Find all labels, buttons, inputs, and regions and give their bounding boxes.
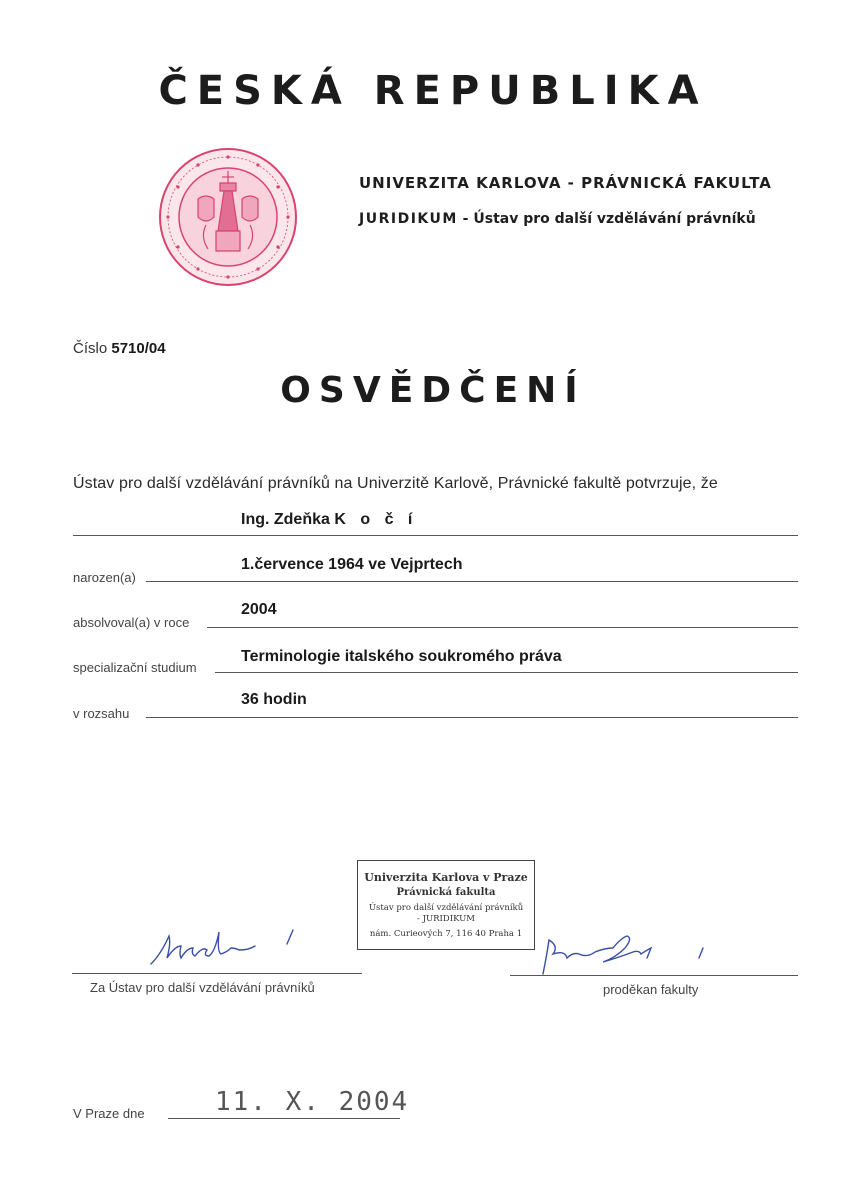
stamp-line-institute: Ústav pro další vzdělávání právníků [368,903,524,913]
study-underline [215,672,798,673]
country-heading: ČESKÁ REPUBLIKA [158,68,708,114]
left-signature-line [72,973,362,974]
institute-stamp [357,860,535,950]
institute-prefix: JURIDIKUM [359,211,458,227]
document-number [73,340,166,357]
graduated-value: 2004 [241,601,277,618]
document-number-value: 5710/04 [111,340,166,357]
date-underline [168,1118,400,1119]
stamp-line-faculty: Právnická fakulta [396,887,496,898]
institute-separator: - [457,211,474,227]
holder-name [241,511,417,529]
institute-name: Ústav pro další vzdělávání právníků [473,211,756,227]
stamp-line-university: Univerzita Karlova v Praze [364,871,528,884]
stamp-line-address: nám. Curieových 7, 116 40 Praha 1 [369,929,523,939]
stamp-line-juridikum: - JURIDIKUM [417,914,475,924]
university-seal [158,147,298,287]
scope-value: 36 hodin [241,691,307,708]
study-value: Terminologie italského soukromého práva [241,648,562,665]
document-title: OSVĚDČENÍ [280,370,586,411]
document-number-label: Číslo [73,340,108,357]
right-signature-caption: proděkan fakulty [603,982,699,997]
born-label: narozen(a) [73,570,136,585]
date-value: 11. X. 2004 [215,1087,410,1117]
study-label: specializační studium [73,660,197,675]
intro-text: Ústav pro další vzdělávání právníků na Univerzitě Karlově, Právnické fakultě potvrzuje, že [73,475,718,492]
name-underline [73,535,798,536]
institute-line [359,211,756,227]
scope-underline [146,717,798,718]
university-name: UNIVERZITA KARLOVA - PRÁVNICKÁ FAKULTA [359,174,772,192]
born-value: 1.července 1964 ve Vejprtech [241,556,463,573]
right-signature [535,932,710,980]
left-signature [145,920,315,975]
born-underline [146,581,798,582]
holder-name-prefix: Ing. Zdeňka [241,511,335,528]
graduated-label: absolvoval(a) v roce [73,615,190,630]
date-label: V Praze dne [73,1106,145,1121]
graduated-underline [207,627,798,628]
right-signature-line [510,975,798,976]
left-signature-caption: Za Ústav pro další vzdělávání právníků [90,980,315,995]
scope-label: v rozsahu [73,706,130,721]
holder-surname: K o č í [334,511,418,528]
